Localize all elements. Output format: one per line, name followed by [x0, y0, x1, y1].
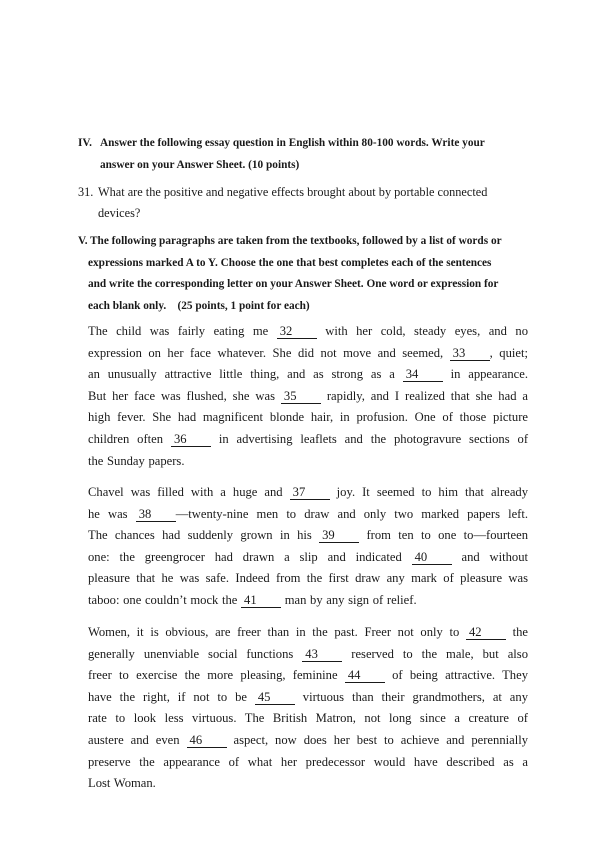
section-v-number: V. — [78, 235, 88, 247]
text-segment: virtuous than their grandmothers, at any — [302, 689, 528, 704]
blank-42: 42 — [466, 626, 506, 640]
passage-1-line-4 — [88, 386, 528, 408]
text-segment: Chavel was filled with a huge and — [88, 485, 283, 499]
question-31-line-2: devices? — [98, 205, 141, 220]
text-segment: Women, it is obvious, are freer than in the past. Freer not only to — [88, 625, 460, 639]
text-segment: —twenty-nine men to draw and only two marked papers left. — [175, 506, 528, 521]
text-segment: joy. It seemed to him that already — [336, 485, 528, 499]
text-segment: freer to exercise the more pleasing, feminine — [88, 668, 338, 683]
text-segment: an unusually attractive little thing, and as strong as a — [88, 367, 395, 382]
blank-46: 46 — [187, 734, 227, 748]
text-segment: with her cold, steady eyes, and no — [325, 324, 528, 338]
question-31-number: 31. — [78, 185, 94, 199]
passage-3-line-3 — [88, 665, 528, 687]
passage-1-line-3 — [88, 364, 528, 386]
text-segment: he was — [88, 506, 128, 521]
section-iv-number: IV. — [78, 137, 92, 149]
blank-44: 44 — [345, 669, 385, 683]
blank-33: 33 — [450, 347, 490, 361]
question-31-line-1: What are the positive and negative effects brought about by portable connected — [98, 185, 488, 199]
passage-1 — [88, 321, 528, 472]
text-segment: taboo: one couldn’t mock the — [88, 592, 238, 607]
passage-1-line-1 — [88, 321, 528, 343]
text-segment: The child was fairly eating me — [88, 324, 269, 338]
blank-45: 45 — [255, 691, 295, 705]
text-segment: reserved to the male, but also — [351, 646, 528, 661]
blank-36: 36 — [171, 433, 211, 447]
text-segment: of being attractive. They — [392, 668, 528, 683]
text-segment: , quiet; — [489, 345, 528, 360]
passage-2-line-3 — [88, 525, 528, 547]
section-v-line-2: expressions marked A to Y. Choose the one that best completes each of the sentences — [88, 256, 492, 269]
passage-3-line-5: rate to look less virtuous. The British Matron, not long since a creature of — [88, 711, 528, 726]
text-segment: man by any sign of relief. — [284, 592, 417, 607]
passage-1-line-5: high fever. She had magnificent blonde hair, in profusion. One of those picture — [88, 410, 528, 425]
section-iv-line-2: answer on your Answer Sheet. (10 points) — [100, 158, 300, 171]
passage-2-line-2 — [88, 504, 528, 526]
section-v-instructions — [78, 231, 530, 317]
blank-40: 40 — [412, 551, 452, 565]
text-segment: expression on her face whatever. She did not move and seemed, — [88, 345, 444, 360]
text-segment: austere and even — [88, 732, 180, 747]
passage-3-line-8: Lost Woman. — [88, 776, 156, 791]
section-v-line-1: The following paragraphs are taken from the textbooks, followed by a list of words or — [90, 235, 502, 247]
passage-1-line-2 — [88, 343, 528, 365]
text-segment: rapidly, and I realized that she had a — [326, 388, 529, 403]
passage-2-line-6 — [88, 590, 528, 612]
text-segment: and without — [461, 549, 528, 564]
passage-1-line-7: the Sunday papers. — [88, 453, 185, 468]
passage-2-line-5: pleasure that he was safe. Indeed from the first draw any mark of pleasure was — [88, 571, 528, 586]
passage-3-line-1 — [88, 622, 528, 644]
text-segment: one: the greengrocer had drawn a slip and indicated — [88, 549, 402, 564]
text-segment: in advertising leaflets and the photogravure sections of — [218, 431, 529, 446]
blank-37: 37 — [290, 486, 330, 500]
text-segment: the — [512, 625, 529, 639]
blank-35: 35 — [281, 390, 321, 404]
text-segment: have the right, if not to be — [88, 689, 247, 704]
blank-43: 43 — [302, 648, 342, 662]
section-v-line-3: and write the corresponding letter on your Answer Sheet. One word or expression for — [88, 278, 499, 290]
question-31 — [78, 182, 528, 223]
text-segment: in appearance. — [450, 367, 529, 382]
passage-3-line-2 — [88, 644, 528, 666]
text-segment: children often — [88, 431, 164, 446]
blank-41: 41 — [241, 594, 281, 608]
passage-3 — [88, 622, 528, 795]
section-iv-instructions — [78, 133, 530, 176]
passage-1-line-6 — [88, 429, 528, 451]
passage-2 — [88, 482, 528, 612]
passage-2-line-4 — [88, 547, 528, 569]
text-segment: generally unenviable social functions — [88, 646, 294, 661]
passage-2-line-1 — [88, 482, 528, 504]
text-segment: from ten to one to—fourteen — [366, 528, 528, 543]
blank-34: 34 — [403, 368, 443, 382]
blank-38: 38 — [136, 508, 176, 522]
text-segment: aspect, now does her best to achieve and perennially — [233, 732, 528, 747]
text-segment: But her face was flushed, she was — [88, 388, 275, 403]
section-v-line-4: each blank only. (25 points, 1 point for each) — [88, 299, 310, 312]
text-segment: The chances had suddenly grown in his — [88, 528, 312, 543]
blank-39: 39 — [319, 529, 359, 543]
blank-32: 32 — [277, 325, 317, 339]
passage-3-line-7: preserve the appearance of what her predecessor would have described as a — [88, 754, 528, 769]
passage-3-line-6 — [88, 730, 528, 752]
passage-3-line-4 — [88, 687, 528, 709]
section-iv-line-1: Answer the following essay question in English within 80-100 words. Write your — [100, 137, 485, 149]
